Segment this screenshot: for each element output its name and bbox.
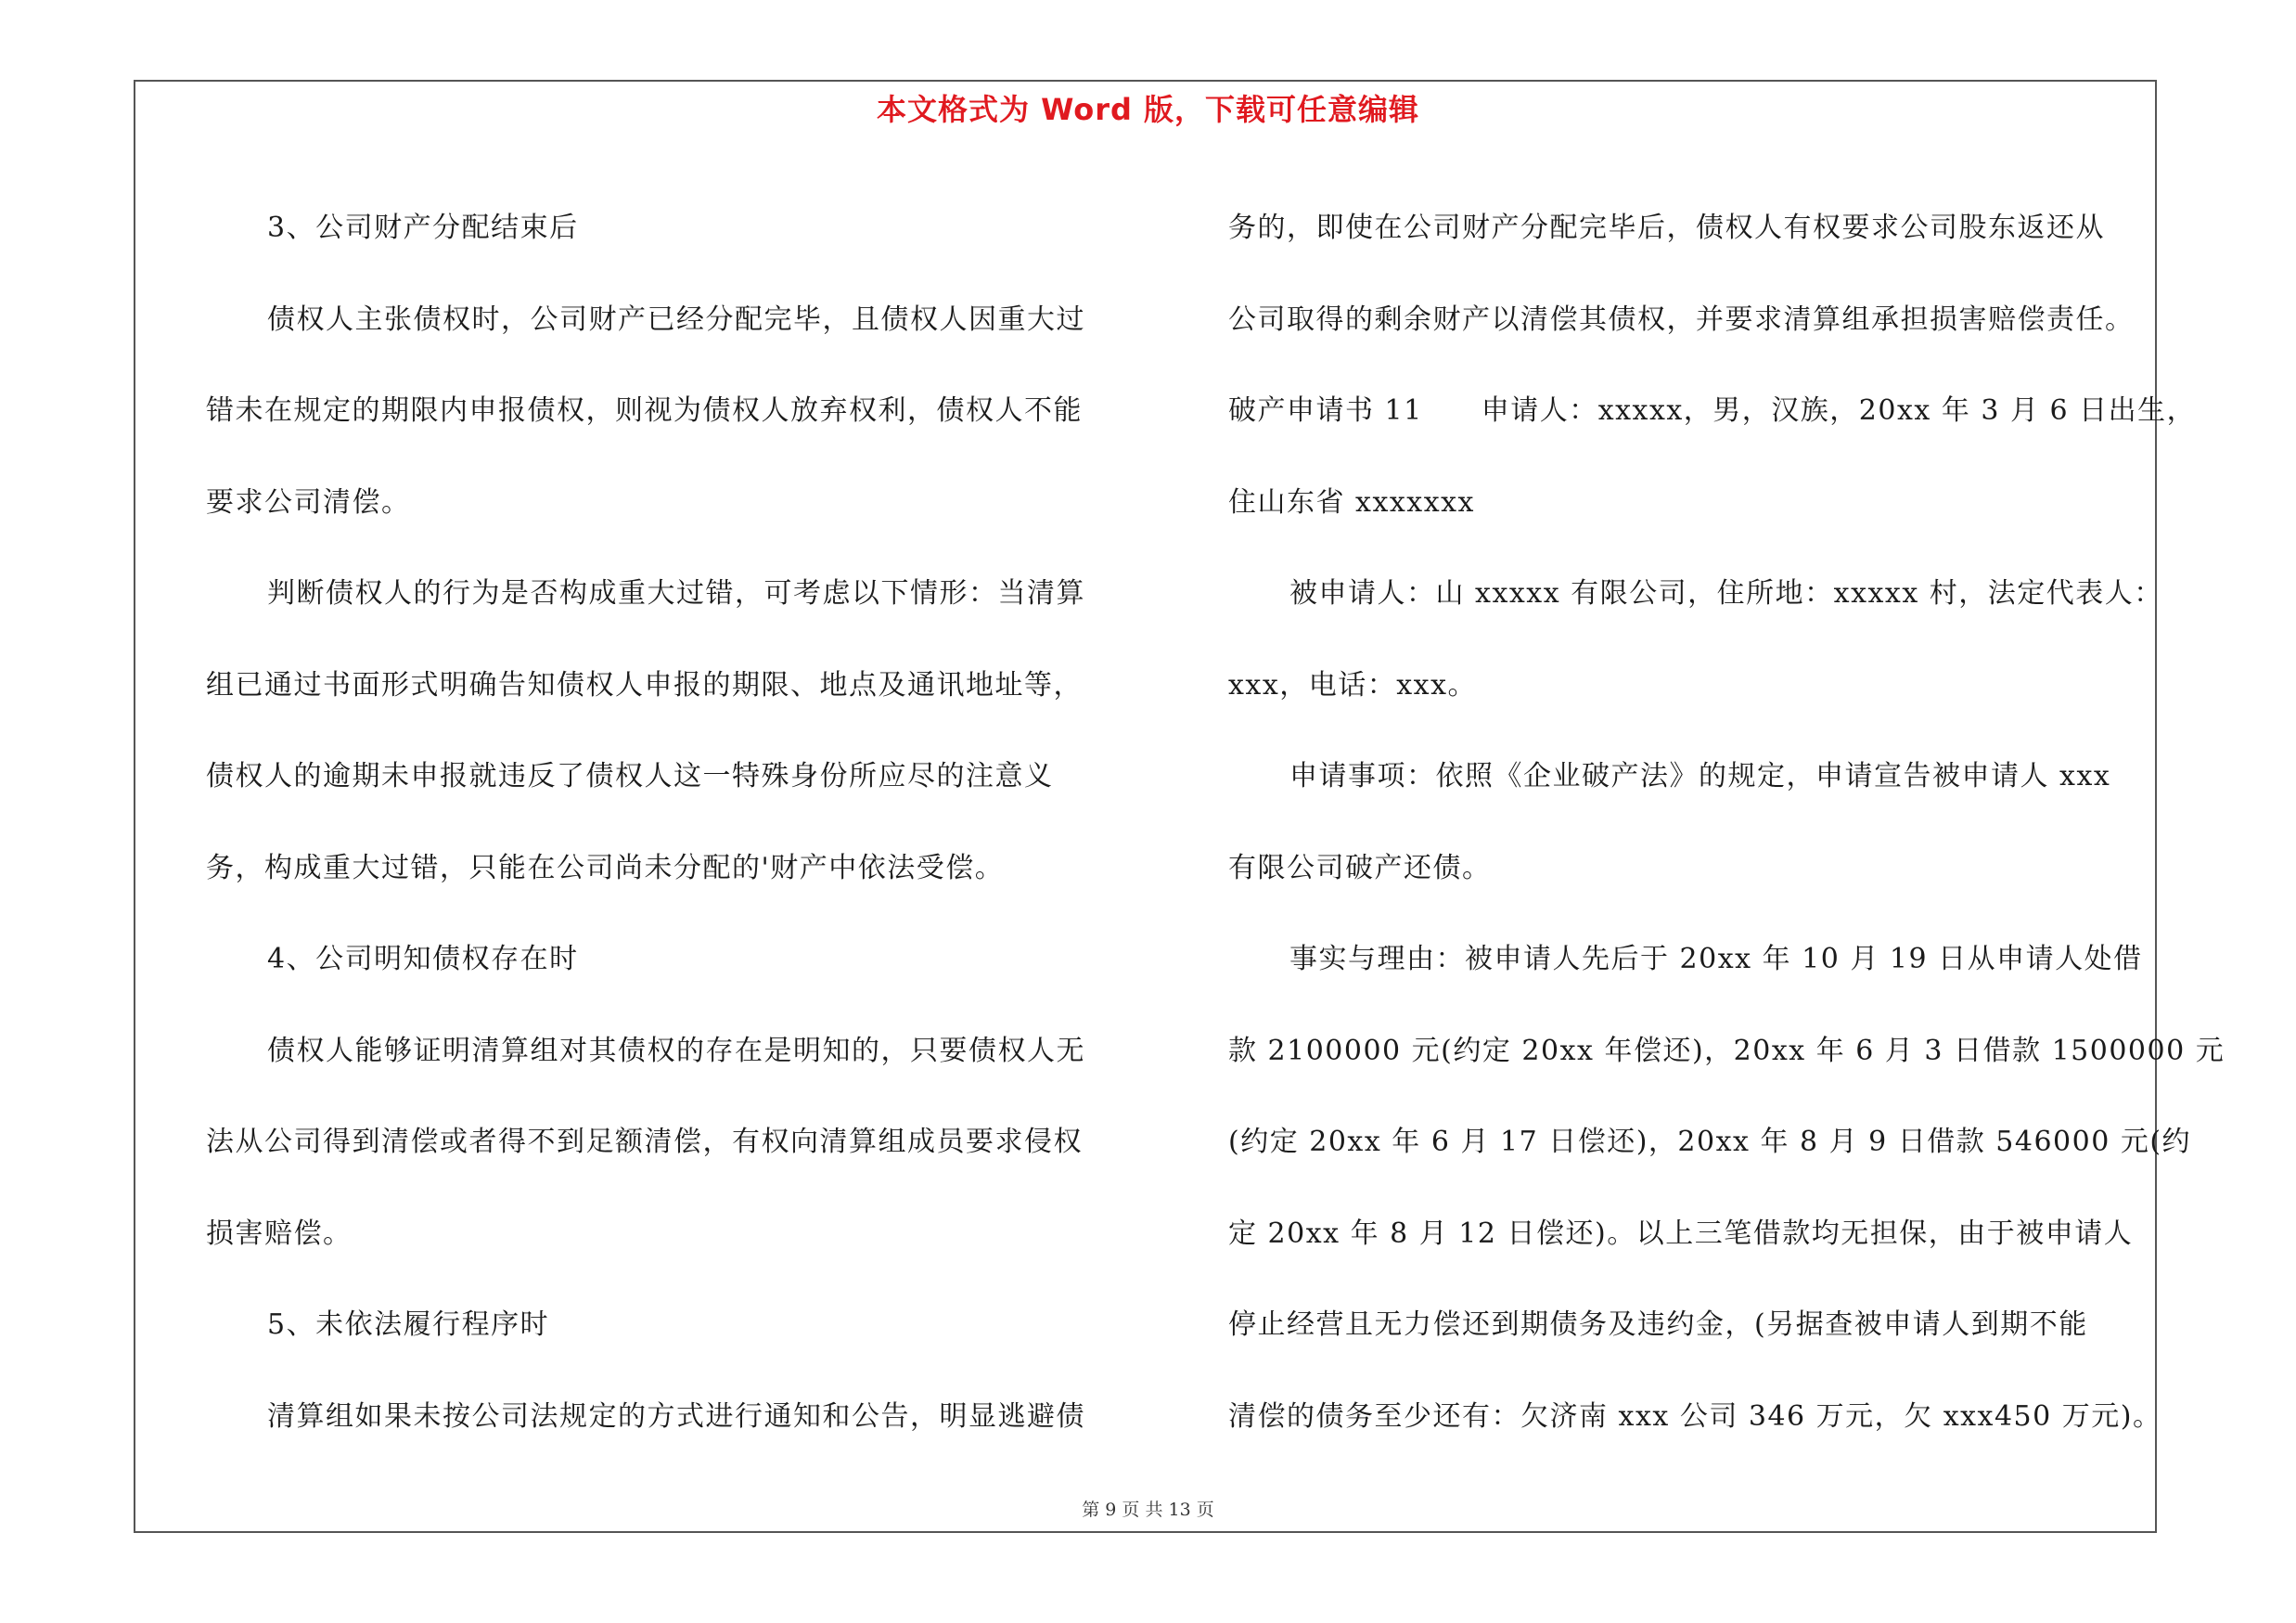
- left-column: [206, 183, 1134, 1462]
- text-line: 错未在规定的期限内申报债权，则视为债权人放弃权利，债权人不能: [206, 394, 1083, 427]
- text-line: 组已通过书面形式明确告知债权人申报的期限、地点及通讯地址等，: [206, 668, 1083, 702]
- text-line: 款 2100000 元(约定 20xx 年偿还)，20xx 年 6 月 3 日借款 1500000 元: [1228, 1034, 2225, 1067]
- text-line: 有限公司破产还债。: [1228, 851, 1492, 884]
- text-line: 破产申请书 11 申请人：xxxxx，男，汉族，20xx 年 3 月 6 日出生，: [1228, 394, 2197, 427]
- text-line: xxx，电话：xxx。: [1228, 668, 1478, 702]
- text-line: 定 20xx 年 8 月 12 日偿还)。以上三笔借款均无担保，由于被申请人: [1228, 1217, 2134, 1250]
- text-line: 法从公司得到清偿或者得不到足额清偿，有权向清算组成员要求侵权: [206, 1126, 1083, 1158]
- text-line: 公司取得的剩余财产以清偿其债权，并要求清算组承担损害赔偿责任。: [1228, 303, 2135, 336]
- text-line: 停止经营且无力偿还到期债务及违约金，(另据查被申请人到期不能: [1228, 1308, 2088, 1341]
- text-line: 清偿的债务至少还有：欠济南 xxx 公司 346 万元，欠 xxx450 万元)。: [1228, 1399, 2162, 1433]
- text-line: 判断债权人的行为是否构成重大过错，可考虑以下情形：当清算: [267, 577, 1085, 610]
- text-line: 事实与理由：被申请人先后于 20xx 年 10 月 19 日从申请人处借: [1289, 943, 2143, 975]
- section-heading: 4、公司明知债权存在时: [267, 943, 579, 975]
- text-line: (约定 20xx 年 6 月 17 日偿还)，20xx 年 8 月 9 日借款 546000 元(约: [1228, 1126, 2192, 1158]
- text-line: 债权人的逾期未申报就违反了债权人这一特殊身份所应尽的注意义: [206, 760, 1054, 792]
- text-line: 债权人能够证明清算组对其债权的存在是明知的，只要债权人无: [267, 1034, 1085, 1067]
- section-heading: 5、未依法履行程序时: [267, 1308, 550, 1341]
- text-line: 要求公司清偿。: [206, 485, 411, 519]
- text-line: 清算组如果未按公司法规定的方式进行通知和公告，明显逃避债: [267, 1399, 1085, 1433]
- text-line: 债权人主张债权时，公司财产已经分配完毕，且债权人因重大过: [267, 303, 1085, 336]
- section-heading: 3、公司财产分配结束后: [267, 212, 579, 244]
- page-number: 第 9 页 共 13 页: [1082, 1500, 1214, 1520]
- text-line: 务的，即使在公司财产分配完毕后，债权人有权要求公司股东返还从: [1228, 212, 2105, 244]
- text-line: 损害赔偿。: [206, 1217, 353, 1250]
- header-banner: 本文格式为 Word 版，下载可任意编辑: [876, 92, 1420, 127]
- text-line: 申请事项：依照《企业破产法》的规定，申请宣告被申请人 xxx: [1289, 760, 2111, 792]
- text-line: 务，构成重大过错，只能在公司尚未分配的'财产中依法受偿。: [206, 851, 1005, 884]
- text-line: 住山东省 xxxxxxx: [1228, 485, 1475, 519]
- right-column: [1228, 183, 2225, 1462]
- text-line: 被申请人：山 xxxxx 有限公司，住所地：xxxxx 村，法定代表人：: [1289, 577, 2163, 610]
